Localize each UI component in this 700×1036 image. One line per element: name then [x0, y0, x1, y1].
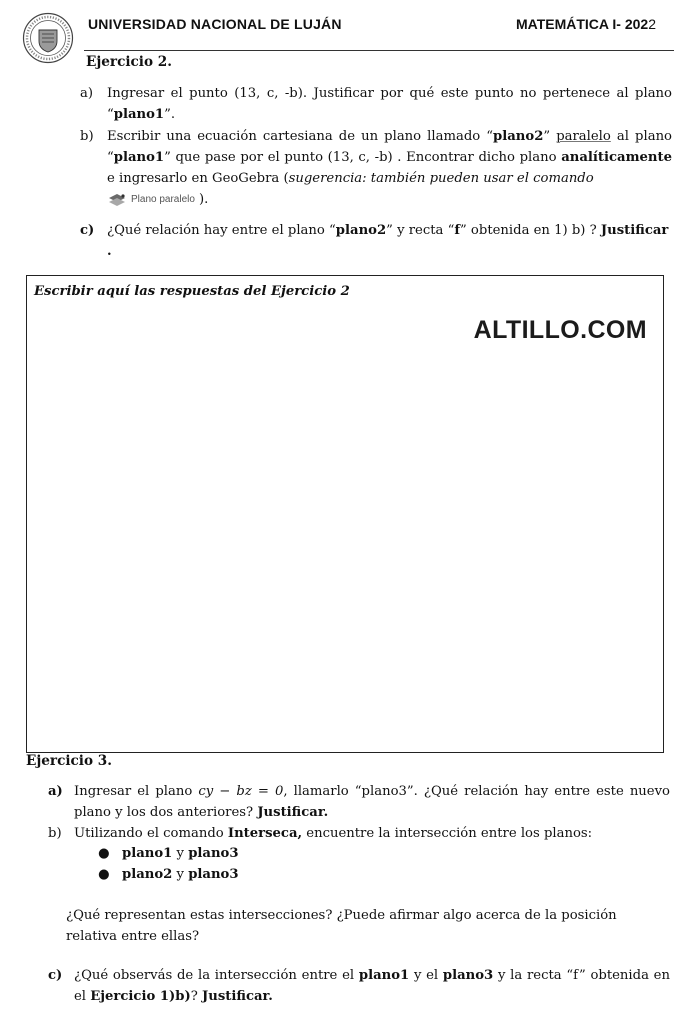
watermark: ALTILLO.COM	[473, 316, 647, 344]
parallel-plane-tool-icon	[107, 192, 127, 208]
plane-pairs-list	[98, 843, 239, 885]
answer-box[interactable]	[26, 275, 664, 753]
exercise-2-title: Ejercicio 2.	[86, 54, 172, 70]
item-marker: b)	[80, 129, 94, 144]
item-marker: b)	[48, 826, 62, 841]
answer-box-heading: Escribir aquí las respuestas del Ejercicio 2	[34, 284, 350, 299]
exercise-3b-question: ¿Qué representan estas intersecciones? ¿Puede afirmar algo acerca de la posición relativa entre ellas?	[66, 908, 617, 944]
plane-equation: cy − bz = 0	[198, 784, 284, 799]
exercise-3b: b) Utilizando el comando Interseca, encuentre la intersección entre los planos:	[48, 823, 670, 844]
exercise-2b: b) Escribir una ecuación cartesiana de un plano llamado “plano2” paralelo al plano “plano1” que pase por el punto (13, c, -b) . Encontrar dicho plano analíticamente e ingresarlo en GeoGebra (sugerencia: también pueden usar el comando Plano paralelo ).	[80, 126, 672, 210]
list-item: ● plano2 y plano3	[98, 864, 239, 885]
exercise-2a: a) Ingresar el punto (13, c, -b). Justificar por qué este punto no pertenece al plano “plano1”.	[80, 83, 672, 125]
plano-paralelo-command: Plano paralelo	[107, 189, 195, 210]
item-marker: c)	[80, 223, 95, 238]
header-divider	[84, 50, 674, 51]
item-marker: a)	[80, 86, 94, 101]
exercise-2c: c) ¿Qué relación hay entre el plano “plano2” y recta “f” obtenida en 1) b) ? Justificar .	[80, 220, 672, 262]
exercise-3c: c) ¿Qué observás de la intersección entre el plano1 y el plano3 y la recta “f” obtenida en el Ejercicio 1)b)? Justificar.	[48, 965, 670, 1007]
bullet-icon: ●	[98, 867, 110, 882]
exercise-3-title: Ejercicio 3.	[26, 753, 112, 769]
university-seal-icon	[22, 12, 74, 64]
course-title: MATEMÁTICA I- 2022	[515, 16, 656, 32]
item-marker: a)	[48, 784, 63, 799]
university-name: UNIVERSIDAD NACIONAL DE LUJÁN	[88, 16, 342, 32]
item-marker: c)	[48, 968, 63, 983]
list-item: ● plano1 y plano3	[98, 843, 239, 864]
bullet-icon: ●	[98, 846, 110, 861]
exercise-3a: a) Ingresar el plano cy − bz = 0, llamarlo “plano3”. ¿Qué relación hay entre este nuevo plano y los dos anteriores? Justificar.	[48, 781, 670, 823]
